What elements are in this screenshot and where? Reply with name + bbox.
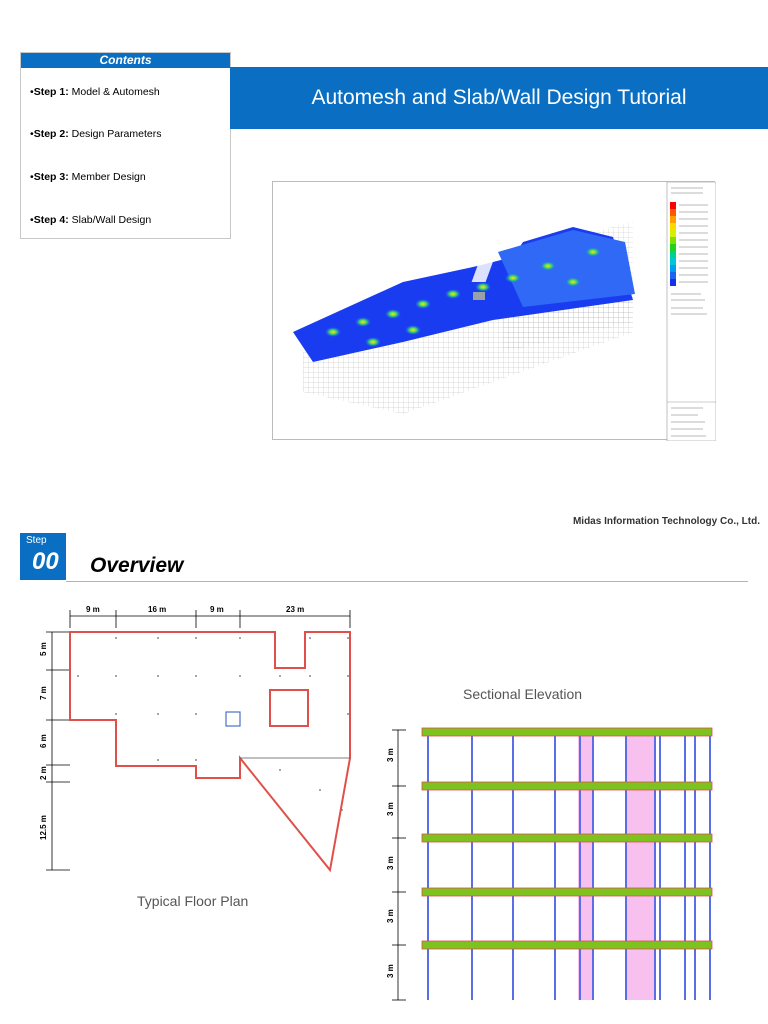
storey-dim-3: 3 m xyxy=(386,856,395,870)
plan-dim-v-3: 6 m xyxy=(39,734,48,748)
contents-step-4[interactable]: •Step 4: Slab/Wall Design xyxy=(30,214,152,226)
plan-dim-v-2: 7 m xyxy=(39,686,48,700)
plan-dim-h-3: 9 m xyxy=(210,605,224,614)
step-label: Step 2: xyxy=(33,128,69,140)
contents-panel xyxy=(20,52,231,239)
step-label: Step 1: xyxy=(33,86,69,98)
contents-title: Contents xyxy=(21,53,230,68)
contents-step-1[interactable]: •Step 1: Model & Automesh xyxy=(30,86,160,98)
step-text: Model & Automesh xyxy=(68,86,160,98)
elevation-caption: Sectional Elevation xyxy=(463,686,583,702)
floor-plan-caption: Typical Floor Plan xyxy=(137,893,249,909)
contour-model-graphic xyxy=(273,182,716,441)
sectional-elevation-drawing xyxy=(380,720,720,1005)
plan-dim-h-2: 16 m xyxy=(148,605,167,614)
step-badge xyxy=(20,533,66,580)
plan-dim-h-4: 23 m xyxy=(286,605,305,614)
step-text: Slab/Wall Design xyxy=(68,214,152,226)
step-number: 00 xyxy=(32,548,59,575)
step-label: Step 3: xyxy=(33,171,69,183)
floor-plan-outline xyxy=(70,632,350,870)
contents-step-2[interactable]: •Step 2: Design Parameters xyxy=(30,128,162,140)
plan-dim-v-1: 5 m xyxy=(39,642,48,656)
storey-dim-4: 3 m xyxy=(386,909,395,923)
plan-dim-h-1: 9 m xyxy=(86,605,100,614)
title-divider xyxy=(66,581,748,582)
plan-dim-v-5: 12.5 m xyxy=(39,815,48,840)
slab-contour-screenshot xyxy=(272,181,715,440)
step-text: Design Parameters xyxy=(68,128,162,140)
opening xyxy=(270,690,308,726)
contents-step-3[interactable]: •Step 3: Member Design xyxy=(30,171,146,183)
page-title-banner: Automesh and Slab/Wall Design Tutorial xyxy=(230,67,768,129)
storey-dim-1: 3 m xyxy=(386,748,395,762)
step-label: Step 4: xyxy=(33,214,69,226)
step-label: Step xyxy=(26,535,47,546)
step-text: Member Design xyxy=(68,171,146,183)
storey-dim-2: 3 m xyxy=(386,802,395,816)
core xyxy=(226,712,240,726)
plan-dim-v-4: 2 m xyxy=(39,766,48,780)
company-name: Midas Information Technology Co., Ltd. xyxy=(572,516,760,527)
floor-plan-drawing xyxy=(30,600,370,880)
storey-dim-5: 3 m xyxy=(386,964,395,978)
section-title: Overview xyxy=(90,554,184,577)
